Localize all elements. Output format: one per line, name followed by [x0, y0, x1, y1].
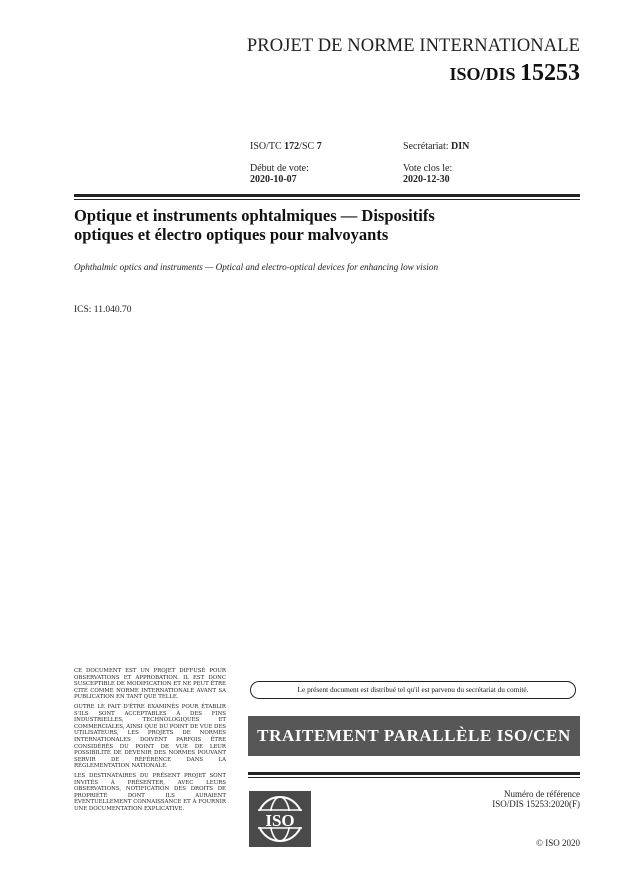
iso-logo [249, 791, 311, 847]
reference-value: ISO/DIS 15253:2020(F) [492, 799, 580, 809]
sc-prefix: /SC [299, 141, 317, 152]
sc-number: 7 [316, 141, 322, 152]
document-type-heading: PROJET DE NORME INTERNATIONALE [246, 36, 580, 56]
vote-end-date: 2020-12-30 [403, 174, 450, 185]
distribution-notice: Le présent document est distribué tel qu'il est parvenu du secrétariat du comité. [250, 681, 576, 699]
reference-prefix: ISO/DIS [449, 64, 520, 84]
vote-end-label: Vote clos le: [403, 163, 453, 174]
divider-thin [74, 199, 580, 200]
disclaimer-paragraph: OUTRE LE FAIT D'ÊTRE EXAMINÉS POUR ÉTABLIR S'ILS SONT ACCEPTABLES À DES FINS INDUSTRIELLES, TECHNOLOGIQUES ET COMMERCIALES, AINSI QUE DU POINT DE VUE DES UTILISATEURS, LES PROJETS DE NORMES INTERNATIONALES DOIVENT PARFOIS ÊTRE CONSIDÉRÉS DU POINT DE VUE DE LEUR POSSIBILITÉ DE DEVENIR DES NORMES POUVANT SERVIR DE RÉFÉRENCE DANS LA RÉGLEMENTATION NATIONALE. [74, 703, 226, 770]
iso-logo-icon [249, 791, 311, 847]
disclaimer-paragraph: LES DESTINATAIRES DU PRÉSENT PROJET SONT INVITÉS À PRÉSENTER, AVEC LEURS OBSERVATIONS, NOTIFICATION DES DROITS DE PROPRIÉTÉ DONT ILS AURAIENT ÉVENTUELLEMENT CONNAISSANCE ET À FOURNIR UNE DOCUMENTATION EXPLICATIVE. [74, 772, 226, 812]
footer-divider-thick [248, 772, 580, 775]
french-title-line-1: Optique et instruments ophtalmiques — Dispositifs [74, 206, 435, 225]
logo-text: ISO [265, 811, 295, 830]
document-reference-heading [449, 60, 580, 87]
disclaimer-paragraph: CE DOCUMENT EST UN PROJET DIFFUSÉ POUR OBSERVATIONS ET APPROBATION. IL EST DONC SUSCEPTIBLE DE MODIFICATION ET NE PEUT ÊTRE CITÉ COMME NORME INTERNATIONALE AVANT SA PUBLICATION EN TANT QUE TELLE. [74, 668, 226, 701]
reference-label: Numéro de référence [504, 789, 580, 799]
english-title: Ophthalmic optics and instruments — Optical and electro-optical devices for enhancing low vision [74, 262, 439, 272]
draft-disclaimer [74, 668, 226, 815]
divider-thick [74, 194, 580, 197]
secretariat-line [403, 141, 469, 152]
tc-number: 172 [284, 141, 300, 152]
vote-start-label: Début de vote: [250, 163, 309, 174]
parallel-processing-banner: TRAITEMENT PARALLÈLE ISO/CEN [248, 716, 580, 756]
reference-block [492, 789, 580, 809]
committee-line [250, 141, 322, 152]
committee-prefix: ISO/TC [250, 141, 285, 152]
french-title-line-2: optiques et électro optiques pour malvoyants [74, 225, 389, 244]
secretariat-value: DIN [451, 141, 470, 152]
vote-start-date: 2020-10-07 [250, 174, 297, 185]
ics-code: ICS: 11.040.70 [74, 305, 132, 315]
reference-number: 15253 [520, 60, 580, 86]
french-title [74, 206, 574, 244]
secretariat-label: Secrétariat: [403, 141, 452, 152]
footer-divider-thin [248, 777, 580, 778]
copyright: © ISO 2020 [536, 838, 580, 848]
